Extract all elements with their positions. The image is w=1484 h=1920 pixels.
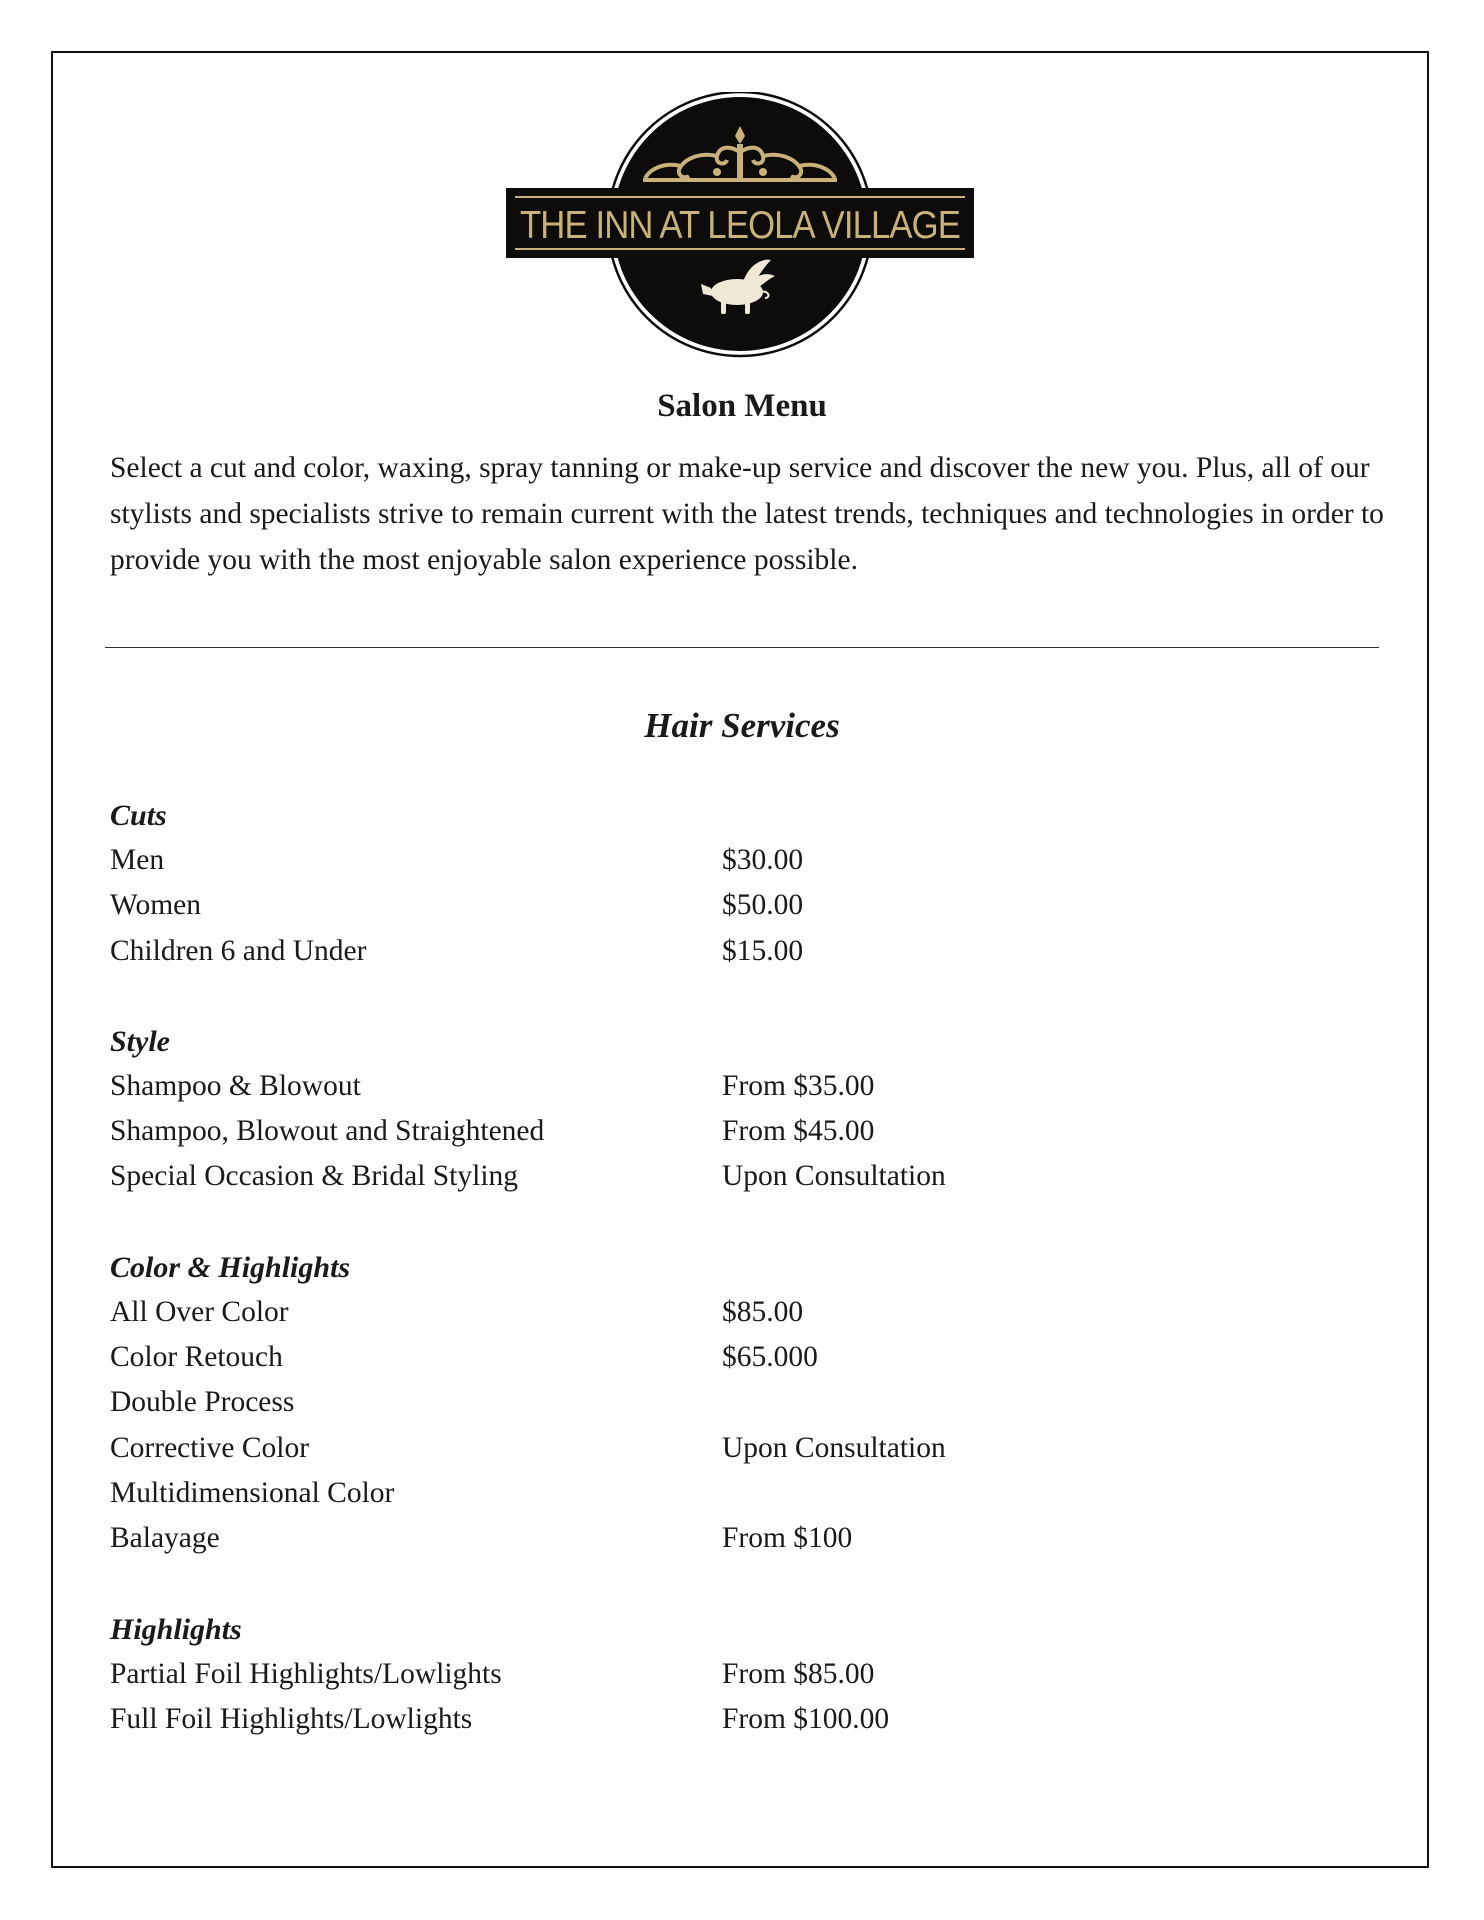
service-categories [110, 793, 1310, 1787]
service-name: Men [110, 844, 165, 876]
service-row [110, 1064, 1310, 1109]
service-price: $85.00 [722, 1295, 804, 1328]
service-row [110, 1109, 1310, 1154]
service-name: Shampoo & Blowout [110, 1069, 361, 1102]
svg-text:THE INN AT LEOLA VILLAGE: THE INN AT LEOLA VILLAGE [520, 204, 960, 247]
service-price: Upon Consultation [722, 1431, 946, 1464]
category-cuts [110, 793, 1310, 974]
service-name: Multidimensional Color [110, 1476, 395, 1509]
service-row [110, 883, 1310, 928]
service-row [110, 838, 1310, 883]
page-title: Salon Menu [657, 388, 827, 424]
section-title: Hair Services [644, 706, 840, 745]
intro-paragraph: Select a cut and color, waxing, spray tanning or make-up service and discover the new you. Plus, all of our stylists and specialists strive to remain current with the latest trends, techniques and technologies in order to provide you with the most enjoyable salon experience possible. [110, 452, 1384, 576]
service-row [110, 1335, 1310, 1380]
service-price: From $100 [722, 1522, 853, 1555]
service-name: All Over Color [110, 1295, 289, 1328]
service-row [110, 1697, 1310, 1742]
category-highlights [110, 1607, 1310, 1743]
service-price: $30.00 [722, 844, 804, 876]
inn-logo [505, 92, 975, 360]
service-name: Children 6 and Under [110, 934, 367, 967]
service-price: $15.00 [722, 934, 804, 967]
service-price: From $35.00 [722, 1069, 875, 1102]
service-name: Partial Foil Highlights/Lowlights [110, 1657, 502, 1690]
service-row [110, 1290, 1310, 1335]
service-name: Special Occasion & Bridal Styling [110, 1160, 519, 1193]
service-name: Double Process [110, 1386, 295, 1419]
service-row [110, 1471, 1310, 1516]
category-style [110, 1019, 1310, 1200]
service-price: From $85.00 [722, 1657, 875, 1690]
service-row [110, 1380, 1310, 1425]
category-color-highlights [110, 1245, 1310, 1562]
section-divider [105, 647, 1379, 648]
service-name: Color Retouch [110, 1341, 283, 1374]
service-name: Corrective Color [110, 1431, 310, 1464]
service-name: Women [110, 889, 202, 922]
service-name: Shampoo, Blowout and Straightened [110, 1115, 545, 1148]
service-price: $50.00 [722, 889, 804, 922]
service-name: Full Foil Highlights/Lowlights [110, 1702, 473, 1735]
service-row [110, 929, 1310, 974]
service-row [110, 1516, 1310, 1561]
category-title: Color & Highlights [110, 1250, 351, 1284]
service-price: From $100.00 [722, 1702, 890, 1735]
service-price: $65.000 [722, 1341, 818, 1374]
category-title: Highlights [110, 1612, 242, 1646]
service-price: Upon Consultation [722, 1160, 946, 1193]
service-row [110, 1154, 1310, 1199]
service-row [110, 1426, 1310, 1471]
category-title: Style [110, 1024, 170, 1058]
category-title: Cuts [110, 799, 167, 832]
service-price: From $45.00 [722, 1115, 875, 1148]
service-name: Balayage [110, 1522, 220, 1555]
service-row [110, 1652, 1310, 1697]
